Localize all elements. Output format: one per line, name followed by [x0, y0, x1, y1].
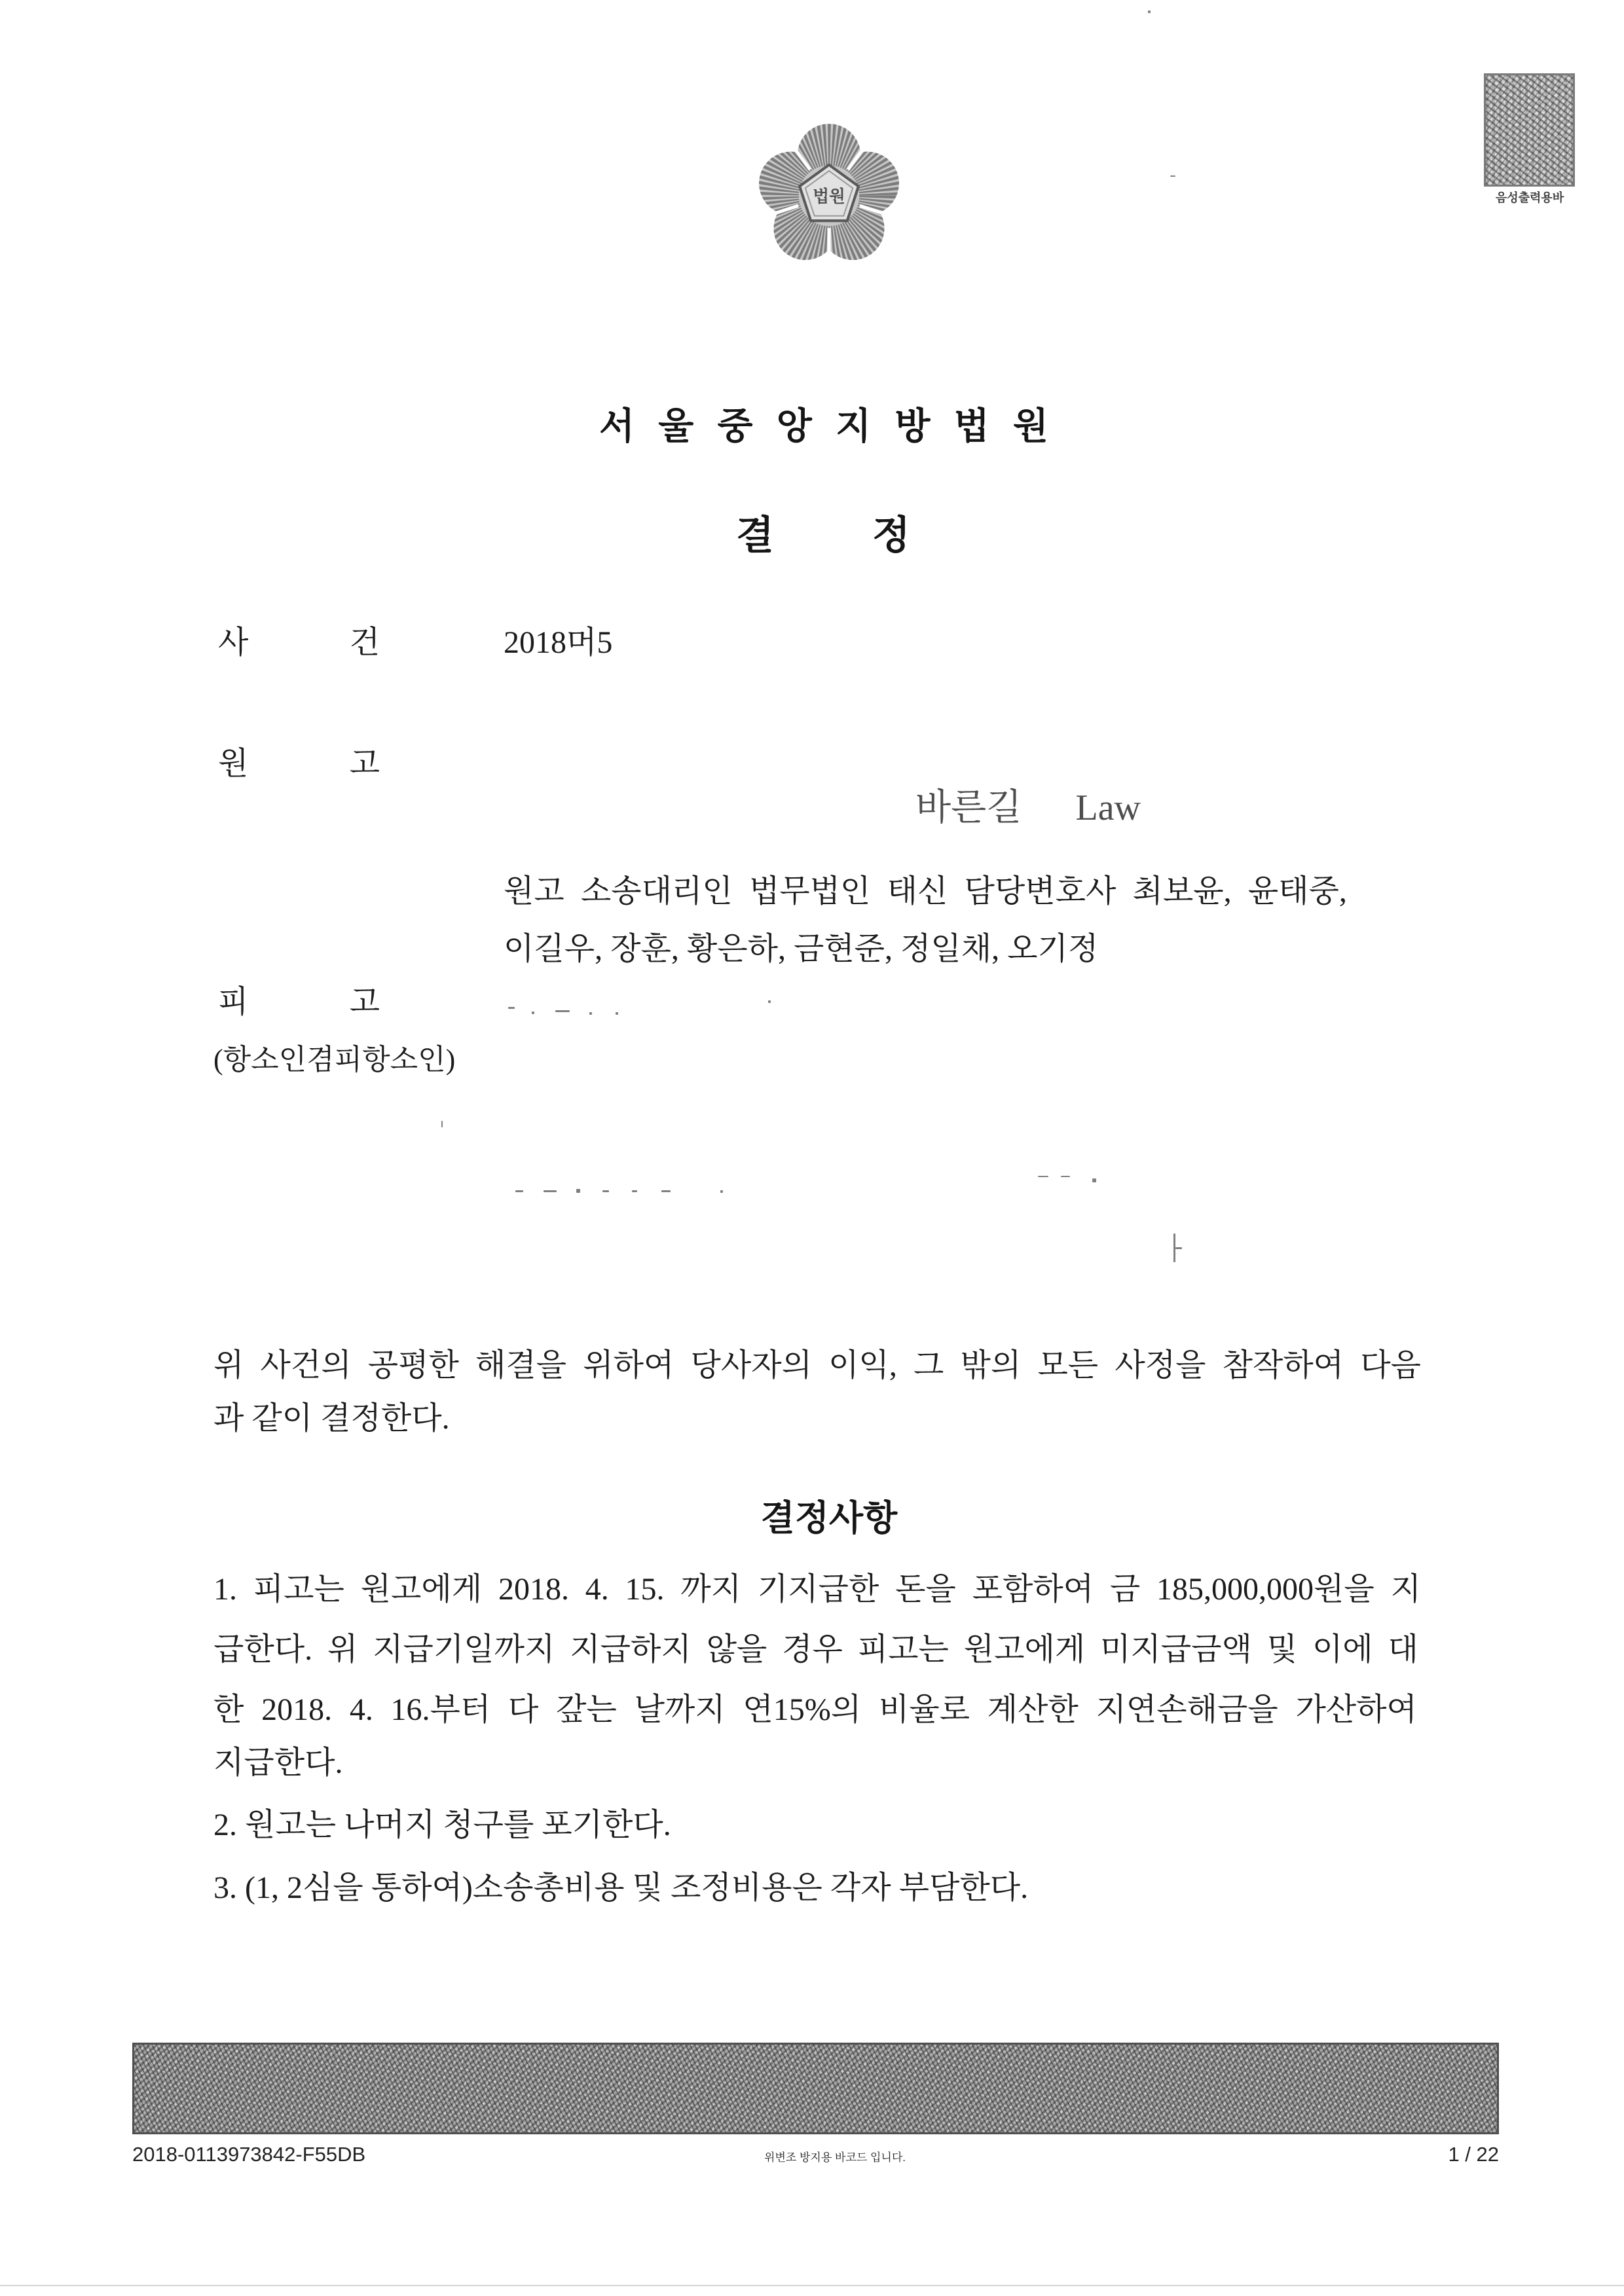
plaintiff-counsel-line-2: 이길우, 장훈, 황은하, 금현준, 정일채, 오기정: [504, 932, 1099, 966]
voice-barcode-icon: [1484, 73, 1575, 187]
barcode-note: 위변조 방지용 바코드 입니다.: [764, 2151, 906, 2164]
scan-speck: [1061, 1176, 1070, 1177]
word: 연15%의: [743, 1692, 862, 1727]
word: 이에: [1312, 1632, 1373, 1667]
page-indicator: 1 / 22: [1448, 2143, 1499, 2166]
scan-speck: [589, 1012, 592, 1015]
word: 피고는: [857, 1632, 949, 1667]
word: 앙: [776, 405, 812, 448]
scan-speck: [720, 1190, 723, 1193]
word: 이익,: [828, 1348, 897, 1383]
scan-speck: [544, 1190, 557, 1192]
word: 고: [349, 746, 380, 781]
word: 태신: [887, 874, 948, 909]
word: 바른길: [915, 788, 1022, 828]
word: 사: [218, 625, 249, 660]
word: 계산한: [987, 1692, 1079, 1727]
word: 16.부터: [390, 1692, 491, 1727]
word: 원고에게: [963, 1632, 1086, 1667]
word: 가산하여: [1295, 1692, 1417, 1727]
word: 지급하지: [570, 1632, 692, 1667]
word: 및: [1266, 1632, 1298, 1667]
word: 다음: [1360, 1348, 1421, 1383]
word: 않을: [706, 1632, 767, 1667]
decision-heading: 결정사항: [760, 1497, 898, 1539]
preamble-line-1: [213, 1350, 1421, 1381]
case-number: 2018머5: [504, 625, 613, 660]
decision-item-3: 3. (1, 2심을 통하여)소송총비용 및 조정비용은 각자 부담한다.: [213, 1870, 1029, 1905]
word: 한: [213, 1692, 244, 1727]
emblem-text: 법원: [813, 187, 845, 207]
word: 지: [1390, 1572, 1421, 1607]
word: 사건의: [260, 1348, 352, 1383]
plaintiff-label: [218, 748, 380, 780]
scan-speck: [532, 1011, 534, 1014]
scan-speck: [1038, 1176, 1048, 1177]
word: 경우: [782, 1632, 843, 1667]
word: 피: [218, 985, 249, 1019]
word: 공평한: [367, 1348, 459, 1383]
word: 까지: [680, 1572, 742, 1607]
word: 사정을: [1115, 1348, 1206, 1383]
scan-speck: [1175, 1247, 1182, 1249]
decision-item-1-line-1: [213, 1574, 1421, 1605]
word: 돈을: [895, 1572, 956, 1607]
word: 울: [658, 405, 694, 448]
word: 참작하여: [1222, 1348, 1344, 1383]
word: 밖의: [960, 1348, 1022, 1383]
word: 서: [599, 405, 635, 448]
decision-item-2: 2. 원고는 나머지 청구를 포기한다.: [213, 1808, 671, 1842]
scan-speck: [602, 1190, 609, 1192]
scan-speck: [632, 1190, 637, 1192]
defendant-role: (항소인겸피항소인): [213, 1044, 456, 1076]
scan-speck: [768, 1000, 771, 1003]
word: 날까지: [634, 1692, 726, 1727]
word: Law: [1075, 788, 1141, 828]
word: 4.: [585, 1572, 609, 1607]
word: 지연손해금을: [1096, 1692, 1278, 1727]
word: 다: [508, 1692, 539, 1727]
word: 포함하여: [972, 1572, 1094, 1607]
word: 2018.: [261, 1692, 333, 1727]
scan-speck: [508, 1007, 515, 1009]
word: 당사자의: [690, 1348, 812, 1383]
word: 중: [717, 405, 753, 448]
word: 1.: [213, 1572, 237, 1607]
decision-item-1-line-3: [213, 1694, 1417, 1726]
scan-speck: [1170, 175, 1175, 177]
decision-item-1-line-4: 지급한다.: [213, 1745, 343, 1780]
word: 위: [213, 1348, 244, 1383]
word: 피고는: [253, 1572, 344, 1607]
case-label: [218, 627, 380, 659]
word: 위: [327, 1632, 358, 1667]
word: 원고: [504, 874, 564, 909]
preamble-line-2: 과 같이 결정한다.: [213, 1401, 450, 1436]
word: 위하여: [583, 1348, 674, 1383]
word: 방: [895, 405, 931, 448]
firm-watermark: [915, 790, 1141, 826]
word: 해결을: [475, 1348, 567, 1383]
word: 최보윤,: [1132, 874, 1232, 909]
word: 원: [1012, 405, 1048, 448]
word: 모든: [1037, 1348, 1099, 1383]
word: 금: [1109, 1572, 1141, 1607]
court-emblem: [755, 122, 903, 270]
word: 고: [349, 985, 380, 1019]
word: 소송대리인: [580, 874, 733, 909]
word: 지: [836, 405, 872, 448]
anti-forgery-barcode-icon: [132, 2043, 1499, 2134]
word: 윤태중,: [1247, 874, 1347, 909]
word: 담당변호사: [964, 874, 1116, 909]
word: 185,000,000원을: [1156, 1572, 1375, 1607]
defendant-label: [218, 987, 380, 1018]
word: 법무법인: [748, 874, 871, 909]
word: 대: [1388, 1632, 1418, 1667]
scan-speck: [441, 1121, 443, 1127]
word: 15.: [625, 1572, 665, 1607]
scan-speck: [661, 1190, 671, 1192]
word: 4.: [349, 1692, 373, 1727]
word: 기지급한: [757, 1572, 879, 1607]
decision-item-1-line-2: [213, 1634, 1418, 1666]
document-type: [736, 513, 910, 558]
court-name: [599, 405, 1048, 448]
word: 비율로: [878, 1692, 970, 1727]
scan-speck: [576, 1189, 580, 1193]
document-id: 2018-0113973842-F55DB: [132, 2143, 366, 2166]
word: 원: [218, 746, 249, 781]
word: 갚는: [556, 1692, 617, 1727]
voice-barcode-label: 음성출력용바: [1495, 191, 1564, 205]
plaintiff-counsel-line-1: [504, 876, 1347, 907]
word: 원고에게: [360, 1572, 483, 1607]
word: 미지급금액: [1100, 1632, 1252, 1667]
scan-speck: [1092, 1178, 1096, 1182]
word: 그: [913, 1348, 944, 1383]
scan-edge-line: [0, 2285, 1624, 2286]
word: 지급기일까지: [373, 1632, 555, 1667]
word: 정: [872, 513, 910, 558]
word: 결: [736, 513, 774, 558]
scan-speck: [515, 1190, 523, 1192]
word: 법: [953, 405, 989, 448]
scan-speck: [1148, 10, 1151, 13]
word: 급한다.: [213, 1632, 313, 1667]
word: 2018.: [498, 1572, 569, 1607]
word: 건: [349, 625, 380, 660]
scan-speck: [616, 1012, 618, 1015]
scan-speck: [555, 1010, 570, 1012]
